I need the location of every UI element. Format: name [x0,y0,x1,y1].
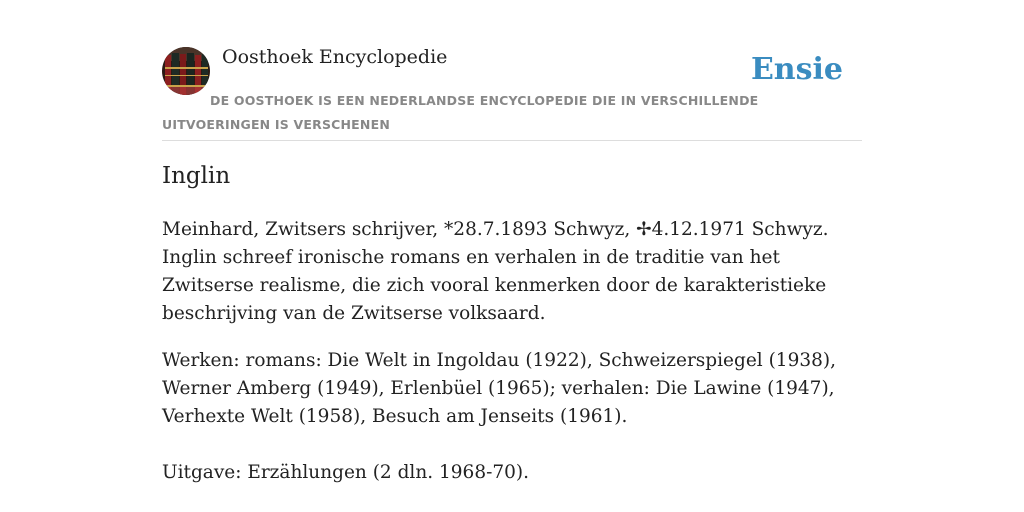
page-container [162,0,862,512]
source-header [162,0,862,141]
books-thumbnail-icon [162,47,210,95]
article-title: Inglin [162,163,231,189]
article-paragraph: Uitgave: Erzählungen (2 dln. 1968-70). [162,462,529,483]
ensie-logo[interactable]: Ensie [750,52,843,87]
source-tagline: DE OOSTHOEK IS EEN NEDERLANDSE ENCYCLOPEDIE DIE IN VERSCHILLENDE UITVOERINGEN IS VERSCHENEN [162,93,759,132]
article-paragraph: Meinhard, Zwitsers schrijver, *28.7.1893 Schwyz, ✢4.12.1971 Schwyz. Inglin schreef ironische romans en verhalen in de traditie van het Zwitserse realisme, die zich vooral kenmerken door de karakteristieke beschrijving van de Zwitserse volksaard. [162,219,829,324]
source-avatar[interactable] [162,47,210,95]
article-paragraph: Werken: romans: Die Welt in Ingoldau (1922), Schweizerspiegel (1938), Werner Amberg (1949), Erlenbüel (1965); verhalen: Die Lawine (1947), Verhexte Welt (1958), Besuch am Jenseits (1961). [162,350,836,427]
source-title[interactable]: Oosthoek Encyclopedie [222,46,448,68]
